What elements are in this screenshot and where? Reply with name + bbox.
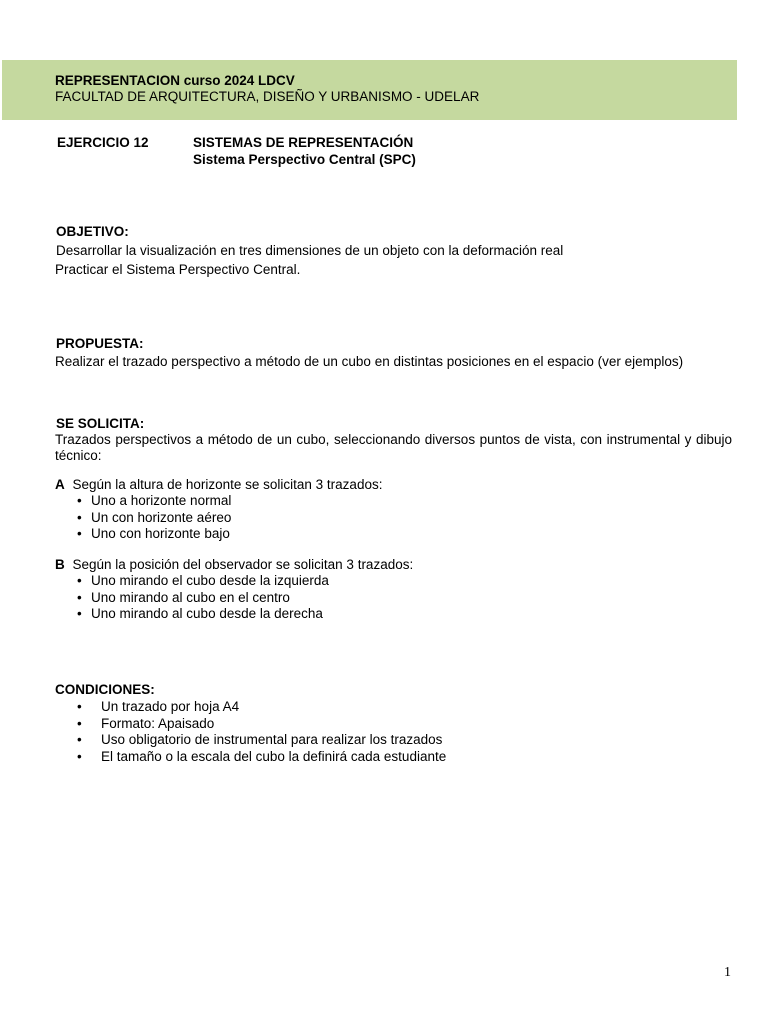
exercise-subtitle: Sistema Perspectivo Central (SPC): [193, 152, 416, 167]
condiciones-list: [77, 699, 447, 765]
objetivo-line-2: Practicar el Sistema Perspectivo Central.: [55, 262, 301, 277]
propuesta-heading: PROPUESTA:: [56, 336, 144, 351]
bullet-icon: •: [77, 573, 82, 588]
bullet-icon: •: [77, 509, 82, 525]
objetivo-line-1: Desarrollar la visualización en tres dimensiones de un objeto con la deformación real: [56, 243, 564, 258]
exercise-title: SISTEMAS DE REPRESENTACIÓN: [193, 135, 414, 150]
bullet-icon: •: [77, 748, 82, 764]
list-item: • Formato: Apaisado: [77, 715, 215, 731]
bullet-icon: •: [77, 699, 82, 714]
bullet-icon: •: [77, 526, 82, 541]
exercise-label: EJERCICIO 12: [57, 135, 149, 150]
section-a-letter: A: [55, 477, 65, 492]
section-a-text: Según la altura de horizonte se solicitan 3 trazados:: [72, 477, 383, 492]
course-title: REPRESENTACION curso 2024 LDCV: [55, 73, 295, 88]
section-b-list: [77, 573, 329, 623]
list-item: • Uno mirando al cubo desde la derecha: [77, 606, 323, 621]
bullet-icon: •: [77, 493, 82, 508]
section-b-letter: B: [55, 557, 65, 572]
list-item: • Un trazado por hoja A4: [77, 699, 240, 714]
objetivo-heading: OBJETIVO:: [56, 224, 129, 239]
solicita-heading: SE SOLICITA:: [56, 416, 145, 431]
bullet-icon: •: [77, 732, 82, 747]
list-item: • Uno a horizonte normal: [77, 493, 232, 508]
page-number: 1: [724, 965, 731, 980]
list-item: • Uno con horizonte bajo: [77, 526, 230, 541]
propuesta-text: Realizar el trazado perspectivo a método de un cubo en distintas posiciones en el espacio (ver ejemplos): [55, 354, 684, 369]
bullet-icon: •: [77, 715, 82, 731]
list-item: • El tamaño o la escala del cubo la definirá cada estudiante: [77, 748, 447, 764]
condiciones-heading: CONDICIONES:: [55, 682, 155, 697]
bullet-icon: •: [77, 606, 82, 621]
list-item: • Uso obligatorio de instrumental para realizar los trazados: [77, 732, 443, 747]
bullet-icon: •: [77, 589, 82, 605]
list-item: • Un con horizonte aéreo: [77, 509, 232, 525]
section-a-list: [77, 493, 232, 543]
list-item: • Uno mirando al cubo en el centro: [77, 589, 290, 605]
faculty-name: FACULTAD DE ARQUITECTURA, DISEÑO Y URBANISMO - UDELAR: [55, 89, 480, 104]
section-a-header: [55, 477, 382, 494]
solicita-text: Trazados perspectivos a método de un cubo, seleccionando diversos puntos de vista, con instrumental y dibujo técnico:: [55, 432, 732, 463]
list-item: • Uno mirando el cubo desde la izquierda: [77, 573, 329, 588]
section-b-header: [55, 557, 413, 574]
section-b-text: Según la posición del observador se solicitan 3 trazados:: [72, 557, 414, 572]
